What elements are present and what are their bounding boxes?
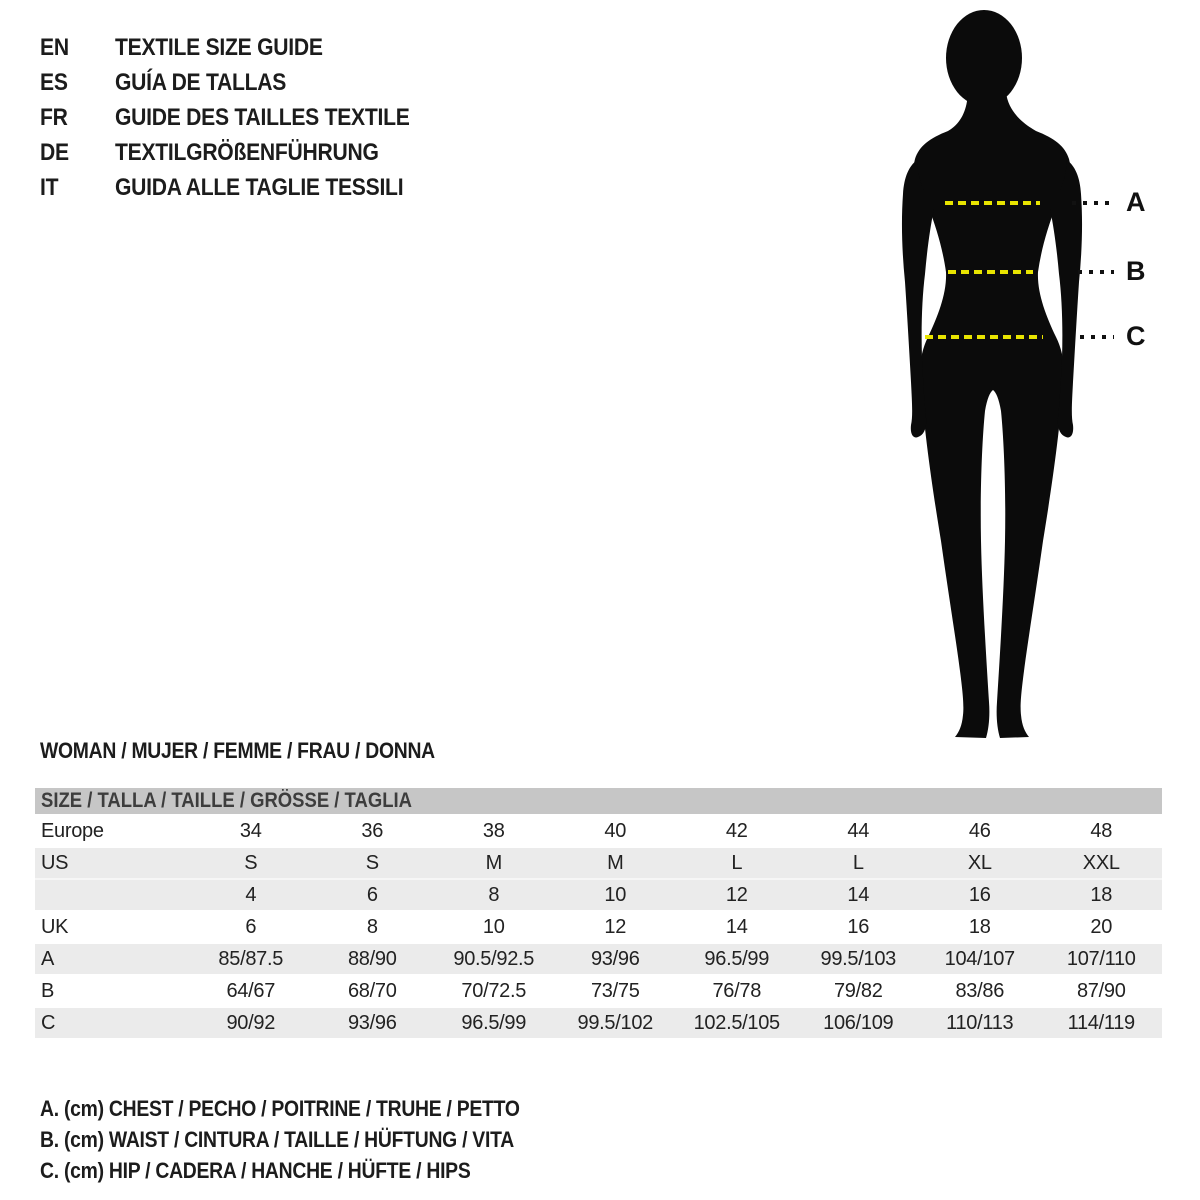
language-label: GUIDA ALLE TAGLIE TESSILI xyxy=(115,173,404,201)
table-cell: 96.5/99 xyxy=(461,1011,527,1034)
silhouette-body xyxy=(914,92,1070,738)
size-table-header-text: SIZE / TALLA / TAILLE / GRÖSSE / TAGLIA xyxy=(41,789,412,812)
table-row xyxy=(35,847,1162,879)
language-label: TEXTILE SIZE GUIDE xyxy=(115,33,323,61)
table-cell: 6 xyxy=(245,915,257,938)
table-cell: 110/113 xyxy=(946,1011,1014,1034)
size-table-body xyxy=(35,815,1162,1038)
table-cell: 34 xyxy=(239,819,262,842)
table-cell: 8 xyxy=(488,883,500,906)
language-code: DE xyxy=(40,138,69,166)
table-row xyxy=(35,943,1162,975)
table-row xyxy=(35,815,1162,847)
language-row-es xyxy=(40,65,450,100)
table-cell: 106/109 xyxy=(823,1011,894,1034)
table-cell: 16 xyxy=(968,883,991,906)
table-cell: 42 xyxy=(725,819,748,842)
table-cell: 20 xyxy=(1090,915,1113,938)
language-list xyxy=(40,30,450,205)
woman-silhouette-svg xyxy=(860,0,1200,760)
language-label: GUIDE DES TAILLES TEXTILE xyxy=(115,103,410,131)
language-label: GUÍA DE TALLAS xyxy=(115,68,287,96)
row-label xyxy=(35,879,190,911)
legend-line-c: C. (cm) HIP / CADERA / HANCHE / HÜFTE / HIPS xyxy=(40,1158,471,1183)
table-cell: 96.5/99 xyxy=(704,947,770,970)
table-cell: 46 xyxy=(968,819,991,842)
table-cell: 44 xyxy=(847,819,870,842)
table-row xyxy=(35,1007,1162,1038)
measurement-legend xyxy=(40,1096,585,1189)
section-title-text: WOMAN / MUJER / FEMME / FRAU / DONNA xyxy=(40,738,435,763)
table-cell: 14 xyxy=(725,915,748,938)
table-cell: S xyxy=(244,851,258,874)
table-cell: 76/78 xyxy=(712,979,762,1002)
language-code: ES xyxy=(40,68,68,96)
table-cell: 87/90 xyxy=(1076,979,1126,1002)
table-cell: XXL xyxy=(1082,851,1120,874)
table-cell: 107/110 xyxy=(1066,947,1136,970)
table-row xyxy=(35,911,1162,943)
language-label: TEXTILGRÖßENFÜHRUNG xyxy=(115,138,379,166)
language-code: FR xyxy=(40,103,68,131)
table-cell: 93/96 xyxy=(347,1011,397,1034)
table-row xyxy=(35,879,1162,911)
marker-label-c: C xyxy=(1126,321,1146,351)
table-cell: 64/67 xyxy=(226,979,276,1002)
table-cell: 93/96 xyxy=(590,947,640,970)
table-cell: L xyxy=(852,851,864,874)
table-cell: 79/82 xyxy=(833,979,883,1002)
legend-line-a: A. (cm) CHEST / PECHO / POITRINE / TRUHE / PETTO xyxy=(40,1096,520,1121)
row-label: UK xyxy=(41,915,69,938)
table-cell: 40 xyxy=(604,819,627,842)
language-row-fr xyxy=(40,100,450,135)
language-row-de xyxy=(40,135,450,170)
table-cell: 14 xyxy=(847,883,870,906)
table-cell: 10 xyxy=(482,915,505,938)
table-cell: 68/70 xyxy=(347,979,397,1002)
table-cell: 48 xyxy=(1090,819,1113,842)
table-cell: 18 xyxy=(968,915,991,938)
row-label: C xyxy=(41,1011,56,1034)
table-cell: 88/90 xyxy=(347,947,397,970)
table-cell: 114/119 xyxy=(1067,1011,1135,1034)
table-cell: 85/87.5 xyxy=(218,947,284,970)
size-table xyxy=(35,788,1162,1038)
table-cell: M xyxy=(607,851,624,874)
table-cell: 16 xyxy=(847,915,870,938)
table-cell: 12 xyxy=(604,915,627,938)
table-cell: 83/86 xyxy=(955,979,1005,1002)
marker-label-b: B xyxy=(1126,256,1146,286)
table-cell: 90/92 xyxy=(226,1011,276,1034)
table-cell: 104/107 xyxy=(944,947,1015,970)
table-cell: 8 xyxy=(366,915,378,938)
table-cell: 70/72.5 xyxy=(461,979,527,1002)
size-table-header-row xyxy=(35,788,1162,815)
table-cell: 36 xyxy=(361,819,384,842)
table-cell: XL xyxy=(967,851,992,874)
table-cell: 90.5/92.5 xyxy=(453,947,535,970)
silhouette-head xyxy=(946,10,1022,106)
row-label: US xyxy=(41,851,69,874)
marker-label-a: A xyxy=(1126,187,1146,217)
table-cell: 38 xyxy=(482,819,505,842)
row-label: A xyxy=(41,947,55,970)
language-code: IT xyxy=(40,173,59,201)
table-cell: 102.5/105 xyxy=(693,1011,780,1034)
table-cell: 6 xyxy=(366,883,378,906)
row-label: B xyxy=(41,979,55,1002)
table-cell: 99.5/102 xyxy=(577,1011,653,1034)
table-cell: L xyxy=(731,851,743,874)
size-table-header xyxy=(35,788,1162,815)
table-cell: 12 xyxy=(725,883,748,906)
legend-line-b: B. (cm) WAIST / CINTURA / TAILLE / HÜFTUNG / VITA xyxy=(40,1127,514,1152)
table-cell: 99.5/103 xyxy=(820,947,896,970)
table-cell: 73/75 xyxy=(590,979,640,1002)
language-row-en xyxy=(40,30,450,65)
section-title xyxy=(40,738,489,764)
table-cell: 18 xyxy=(1090,883,1113,906)
table-row xyxy=(35,975,1162,1007)
table-cell: S xyxy=(365,851,379,874)
table-cell: 10 xyxy=(604,883,627,906)
language-code: EN xyxy=(40,33,69,61)
row-label: Europe xyxy=(41,819,104,842)
language-row-it xyxy=(40,170,450,205)
table-cell: 4 xyxy=(245,883,257,906)
table-cell: M xyxy=(485,851,502,874)
